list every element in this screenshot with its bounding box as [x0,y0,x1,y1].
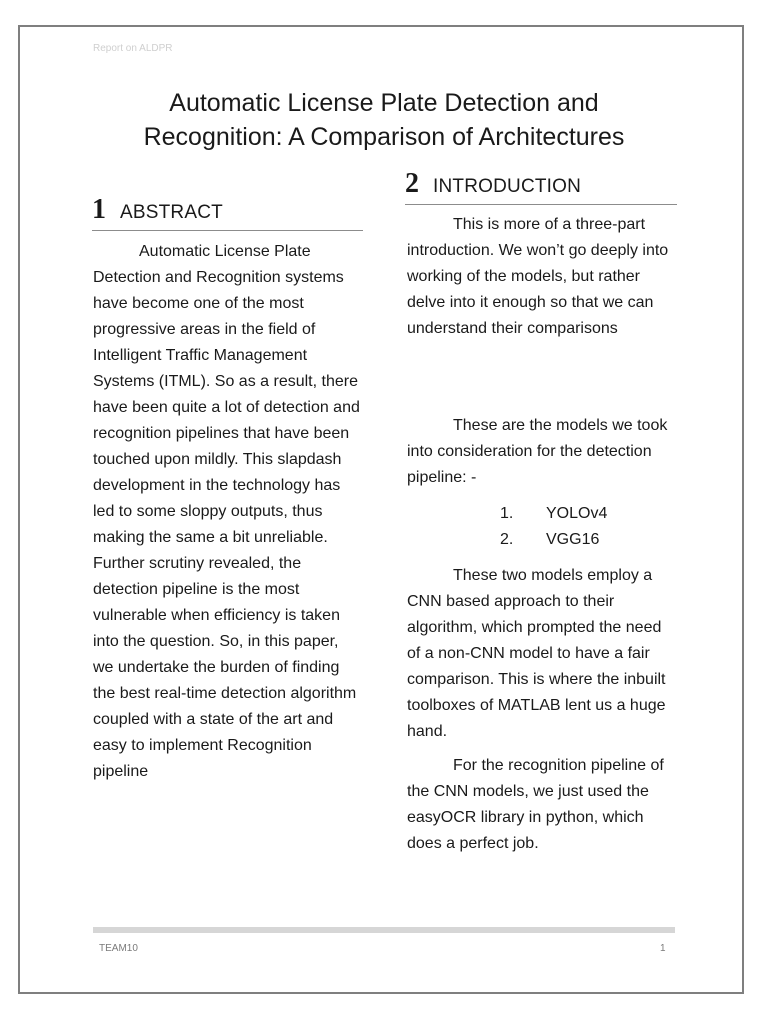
introduction-para-4: For the recognition pipeline of the CNN models, we just used the easyOCR library in python, which does a perfect job. [407,757,664,852]
footer-team: TEAM10 [99,943,138,954]
list-item-name: VGG16 [546,531,600,548]
list-item-number: 1. [500,505,514,522]
title-line-1: Automatic License Plate Detection and [169,89,599,117]
list-item-name: YOLOv4 [546,505,608,522]
list-item [500,501,680,527]
introduction-para-4-block [407,753,679,857]
introduction-para-2-block [407,413,679,491]
introduction-para-1: This is more of a three-part introduction. We won’t go deeply into working of the models, but rather delve into it enough so that we can understand their comparisons [407,216,669,337]
model-list-block [500,501,680,553]
introduction-para-2: These are the models we took into consideration for the detection pipeline: - [407,417,668,486]
introduction-number: 2 [405,168,419,199]
abstract-body [93,239,361,785]
abstract-heading [92,194,363,231]
document-title [0,86,768,154]
abstract-label: ABSTRACT [120,202,223,223]
introduction-heading [405,168,677,205]
running-header: Report on ALDPR [93,43,173,54]
introduction-para-3: These two models employ a CNN based approach to their algorithm, which prompted the need of a non-CNN model to have a fair comparison. This is where the inbuilt toolboxes of MATLAB lent us a huge hand. [407,567,666,740]
list-item [500,527,680,553]
title-line-2: Recognition: A Comparison of Architectures [143,123,625,151]
model-list [500,501,680,553]
introduction-para-3-block [407,563,679,745]
introduction-para-1-block [407,212,679,342]
abstract-paragraph: Automatic License Plate Detection and Recognition systems have become one of the most progressive areas in the field of Intelligent Traffic Management Systems (ITML). So as a result, there have been quite a lot of detection and recognition pipelines that have been touched upon mildly. This slapdash development in the technology has led to some sloppy outputs, thus making the same a bit unreliable. Further scrutiny revealed, the detection pipeline is the most vulnerable when efficiency is taken into the question. So, in this paper, we undertake the burden of finding the best real-time detection algorithm coupled with a state of the art and easy to implement Recognition pipeline [93,243,360,780]
footer-rule [93,927,675,933]
page-number: 1 [660,943,666,954]
introduction-label: INTRODUCTION [433,176,582,197]
abstract-number: 1 [92,194,106,225]
list-item-number: 2. [500,531,514,548]
